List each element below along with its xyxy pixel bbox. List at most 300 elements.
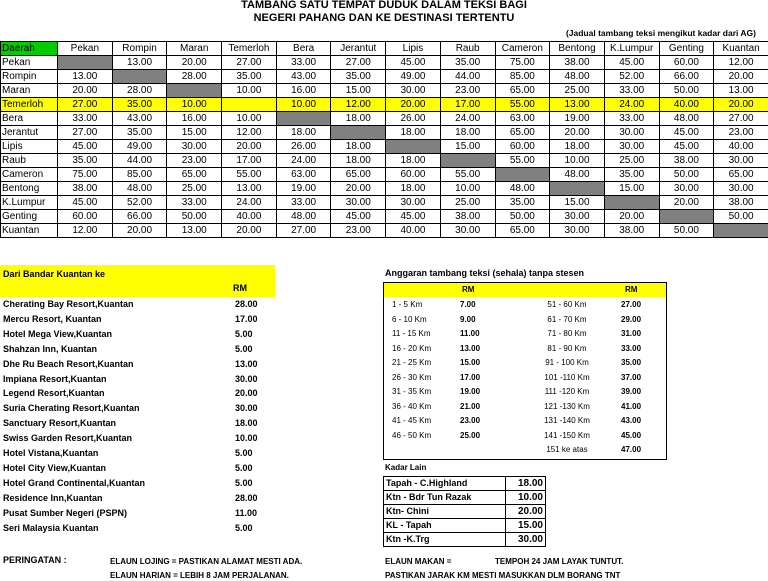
fare-cell: 19.00 (550, 112, 605, 126)
fare-cell: 10.00 (167, 98, 222, 112)
rm-label-right: RM (625, 285, 638, 294)
lojing-note: ELAUN LOJING = PASTIKAN ALAMAT MESTI ADA. (110, 557, 303, 566)
fare-cell: 25.00 (604, 154, 659, 168)
fare-cell: 30.00 (714, 182, 768, 196)
fare-cell: 55.00 (222, 168, 277, 182)
makan-note: ELAUN MAKAN = (385, 557, 452, 566)
distance-range: 141 -150 Km (544, 430, 590, 440)
fare-cell: 12.00 (58, 224, 113, 238)
fare-cell: 20.00 (386, 98, 441, 112)
destination-price: 13.00 (235, 358, 258, 369)
distance-range: 46 - 50 Km (392, 430, 432, 440)
column-header: K.Lumpur (604, 42, 659, 56)
destination-name: Swiss Garden Resort,Kuantan (3, 433, 133, 444)
fare-cell: 23.00 (714, 126, 768, 140)
column-header: Jerantut (331, 42, 386, 56)
fare-cell: 20.00 (222, 224, 277, 238)
table-row (1, 112, 768, 126)
fare-cell: 50.00 (167, 210, 222, 224)
fare-cell: 63.00 (495, 112, 550, 126)
fare-cell: 43.00 (276, 70, 331, 84)
distance-fare: 9.00 (460, 314, 476, 324)
fare-cell: 38.00 (714, 196, 768, 210)
destination-price: 10.00 (235, 433, 258, 444)
table-row (384, 519, 546, 533)
distance-range: 111 -120 Km (544, 387, 590, 396)
fare-cell: 13.00 (714, 84, 768, 98)
fare-cell: 20.00 (222, 140, 277, 154)
fare-cell: 18.00 (550, 140, 605, 154)
fare-cell: 65.00 (495, 126, 550, 140)
distance-fare: 13.00 (460, 343, 481, 353)
row-header: Temerloh (1, 98, 58, 112)
fare-cell: 48.00 (495, 182, 550, 196)
destination-name: Seri Malaysia Kuantan (3, 522, 99, 533)
fare-cell: 52.00 (604, 70, 659, 84)
table-row (1, 224, 768, 238)
list-item (3, 374, 273, 388)
destination-price: 5.00 (235, 328, 253, 339)
distance-fare: 37.00 (621, 372, 642, 382)
route-name: Ktn- Chini (384, 505, 506, 519)
fare-cell: 15.00 (167, 126, 222, 140)
fare-cell: 20.00 (659, 196, 714, 210)
diagonal-cell (659, 210, 714, 224)
fare-cell: 44.00 (112, 154, 167, 168)
fare-cell: 24.00 (222, 196, 277, 210)
list-item (3, 478, 273, 492)
title-line-1: TAMBANG SATU TEMPAT DUDUK DALAM TEKSI BAGI (241, 0, 527, 11)
fare-cell: 20.00 (550, 126, 605, 140)
fare-cell: 12.00 (222, 126, 277, 140)
fare-cell: 24.00 (604, 98, 659, 112)
kadar-lain-table (383, 476, 546, 547)
kuantan-title: Dari Bandar Kuantan ke (3, 269, 106, 279)
route-name: Tapah - C.Highland (384, 477, 506, 491)
fare-cell: 48.00 (550, 168, 605, 182)
fare-cell: 20.00 (604, 210, 659, 224)
fare-cell: 55.00 (495, 154, 550, 168)
table-row (384, 477, 546, 491)
destination-name: Mercu Resort, Kuantan (3, 313, 102, 324)
fare-cell: 15.00 (331, 84, 386, 98)
table-row (1, 126, 768, 140)
fare-cell: 27.00 (58, 98, 113, 112)
route-fare: 15.00 (505, 519, 545, 533)
destination-price: 17.00 (235, 313, 258, 324)
fare-cell: 30.00 (604, 126, 659, 140)
distance-range: 61 - 70 Km (547, 314, 587, 324)
distance-fare: 21.00 (460, 401, 481, 411)
fare-cell: 35.00 (495, 196, 550, 210)
distance-range: 71 - 80 Km (547, 329, 587, 338)
distance-title: Anggaran tambang teksi (sehala) tanpa stesen (385, 268, 585, 278)
table-row (384, 533, 546, 547)
fare-cell: 30.00 (167, 140, 222, 154)
fare-cell: 33.00 (276, 196, 331, 210)
fare-cell: 26.00 (386, 112, 441, 126)
destination-name: Hotel Vistana,Kuantan (3, 448, 99, 458)
fare-cell: 45.00 (659, 126, 714, 140)
destination-price: 5.00 (235, 462, 253, 473)
fare-cell: 35.00 (58, 154, 113, 168)
fare-cell: 25.00 (440, 196, 495, 210)
fare-cell: 65.00 (495, 224, 550, 238)
fare-cell: 55.00 (440, 168, 495, 182)
fare-cell: 65.00 (331, 168, 386, 182)
table-row (1, 154, 768, 168)
kuantan-rm-label: RM (233, 283, 247, 293)
rate-note: (Jadual tambang teksi mengikut kadar dari AG) (565, 28, 756, 38)
distance-fare: 33.00 (621, 343, 642, 353)
diagonal-cell (495, 168, 550, 182)
table-row (384, 505, 546, 519)
route-name: Ktn - Bdr Tun Razak (384, 491, 506, 505)
column-header: Raub (440, 42, 495, 56)
distance-fare: 11.00 (460, 329, 480, 338)
fare-cell: 26.00 (276, 140, 331, 154)
fare-cell: 10.00 (550, 154, 605, 168)
distance-range: 101 -110 Km (544, 372, 590, 382)
table-row (1, 84, 768, 98)
fare-cell: 38.00 (58, 182, 113, 196)
column-header: Kuantan (714, 42, 768, 56)
row-header: Lipis (1, 140, 58, 154)
fare-cell: 15.00 (604, 182, 659, 196)
destination-name: Impiana Resort,Kuantan (3, 373, 107, 384)
row-header: Genting (1, 210, 58, 224)
diagonal-cell (714, 224, 768, 238)
distance-fare: 25.00 (460, 430, 481, 440)
fare-cell: 44.00 (440, 70, 495, 84)
fare-cell: 35.00 (112, 98, 167, 112)
fare-cell: 52.00 (112, 196, 167, 210)
fare-cell: 40.00 (714, 140, 768, 154)
list-item (3, 344, 273, 358)
list-item (3, 448, 273, 462)
fare-cell: 17.00 (440, 98, 495, 112)
destination-price: 30.00 (235, 373, 258, 384)
fare-cell: 15.00 (440, 140, 495, 154)
list-item (3, 433, 273, 447)
row-header: Cameron (1, 168, 58, 182)
fare-cell: 13.00 (58, 70, 113, 84)
route-fare: 30.00 (505, 533, 545, 547)
column-header: Rompin (112, 42, 167, 56)
diagonal-cell (550, 182, 605, 196)
kadar-lain-title: Kadar Lain (385, 463, 427, 472)
fare-cell: 10.00 (440, 182, 495, 196)
fare-cell: 18.00 (331, 140, 386, 154)
fare-cell: 18.00 (386, 154, 441, 168)
destination-name: Cherating Bay Resort,Kuantan (3, 299, 134, 309)
distance-fare: 7.00 (460, 300, 476, 309)
row-header: K.Lumpur (1, 196, 58, 210)
fare-cell: 20.00 (714, 98, 768, 112)
fare-cell: 75.00 (58, 168, 113, 182)
fare-cell: 16.00 (276, 84, 331, 98)
fare-cell: 33.00 (276, 56, 331, 70)
fare-cell: 13.00 (167, 224, 222, 238)
diagonal-cell (167, 84, 222, 98)
fare-cell: 25.00 (167, 182, 222, 196)
fare-cell: 28.00 (167, 70, 222, 84)
fare-cell: 30.00 (550, 224, 605, 238)
fare-cell: 27.00 (714, 112, 768, 126)
fare-cell: 55.00 (495, 98, 550, 112)
fare-cell: 45.00 (331, 210, 386, 224)
distance-fare: 17.00 (460, 372, 481, 382)
distance-fare: 19.00 (460, 387, 481, 396)
fare-cell: 18.00 (331, 154, 386, 168)
fare-cell: 13.00 (222, 182, 277, 196)
fare-cell: 66.00 (112, 210, 167, 224)
fare-cell: 50.00 (495, 210, 550, 224)
row-header: Raub (1, 154, 58, 168)
list-item (3, 463, 273, 477)
column-header: Bera (276, 42, 331, 56)
fare-cell: 35.00 (331, 70, 386, 84)
destination-name: Hotel Grand Continental,Kuantan (3, 477, 146, 488)
distance-range: 16 - 20 Km (392, 343, 432, 353)
destination-price: 18.00 (235, 418, 258, 429)
fare-cell: 40.00 (659, 98, 714, 112)
row-header: Kuantan (1, 224, 58, 238)
distance-fare: 23.00 (460, 416, 481, 425)
column-header: Cameron (495, 42, 550, 56)
fare-cell: 65.00 (167, 168, 222, 182)
distance-range: 121 -130 Km (544, 401, 590, 411)
fare-cell: 23.00 (167, 154, 222, 168)
fare-cell: 30.00 (659, 182, 714, 196)
fare-cell: 13.00 (550, 98, 605, 112)
fare-cell: 30.00 (714, 154, 768, 168)
row-header: Bera (1, 112, 58, 126)
column-header: Lipis (386, 42, 441, 56)
fare-cell: 43.00 (112, 112, 167, 126)
fare-cell: 35.00 (440, 56, 495, 70)
fare-cell: 30.00 (440, 224, 495, 238)
route-fare: 18.00 (505, 477, 545, 491)
harian-note: ELAUN HARIAN = LEBIH 8 JAM PERJALANAN. (110, 571, 289, 580)
fare-cell: 10.00 (222, 84, 277, 98)
row-header: Maran (1, 84, 58, 98)
fare-cell: 13.00 (112, 56, 167, 70)
fare-cell: 45.00 (386, 210, 441, 224)
fare-cell: 48.00 (276, 210, 331, 224)
fare-cell: 17.00 (222, 154, 277, 168)
table-row (1, 140, 768, 154)
row-header: Pekan (1, 56, 58, 70)
fare-cell: 12.00 (331, 98, 386, 112)
distance-range: 6 - 10 Km (392, 314, 427, 324)
fare-cell: 45.00 (659, 140, 714, 154)
fare-cell: 20.00 (112, 224, 167, 238)
distance-range: 26 - 30 Km (392, 372, 432, 382)
list-item (3, 418, 273, 432)
destination-price: 30.00 (235, 403, 258, 414)
distance-fare: 45.00 (621, 430, 642, 440)
column-header: Genting (659, 42, 714, 56)
fare-cell: 40.00 (222, 210, 277, 224)
fare-cell: 33.00 (604, 112, 659, 126)
fare-cell: 23.00 (331, 224, 386, 238)
fare-cell: 33.00 (58, 112, 113, 126)
distance-range: 36 - 40 Km (392, 401, 432, 411)
fare-cell: 10.00 (276, 98, 331, 112)
distance-fare: 15.00 (460, 358, 481, 367)
fare-cell: 20.00 (714, 70, 768, 84)
destination-price: 28.00 (235, 299, 258, 309)
diagonal-cell (222, 98, 277, 112)
fare-cell: 50.00 (659, 168, 714, 182)
destination-name: Pusat Sumber Negeri (PSPN) (3, 507, 128, 518)
fare-cell: 40.00 (386, 224, 441, 238)
column-header: Bentong (550, 42, 605, 56)
table-row (1, 56, 768, 70)
fare-cell: 18.00 (386, 182, 441, 196)
fare-cell: 60.00 (58, 210, 113, 224)
destination-price: 5.00 (235, 448, 253, 458)
destination-name: Hotel City View,Kuantan (3, 462, 107, 473)
fare-cell: 49.00 (386, 70, 441, 84)
list-item (3, 523, 273, 537)
fare-cell: 45.00 (386, 56, 441, 70)
fare-cell: 10.00 (222, 112, 277, 126)
fare-cell: 48.00 (659, 112, 714, 126)
title-line-2: NEGERI PAHANG DAN KE DESTINASI TERTENTU (253, 12, 515, 24)
distance-range: 41 - 45 Km (392, 416, 432, 425)
fare-cell: 19.00 (276, 182, 331, 196)
fare-cell: 38.00 (604, 224, 659, 238)
fare-cell: 49.00 (112, 140, 167, 154)
distance-fare: 41.00 (621, 401, 642, 411)
fare-cell: 18.00 (440, 126, 495, 140)
table-row (1, 196, 768, 210)
fare-cell: 27.00 (58, 126, 113, 140)
distance-fare: 31.00 (621, 329, 642, 338)
fare-cell: 20.00 (58, 84, 113, 98)
list-item (3, 508, 273, 522)
destination-price: 20.00 (235, 388, 258, 399)
fare-cell: 85.00 (495, 70, 550, 84)
distance-range: 1 - 5 Km (392, 300, 423, 309)
warning-label: PERINGATAN : (3, 555, 67, 565)
fare-cell: 30.00 (386, 84, 441, 98)
fare-cell: 60.00 (659, 56, 714, 70)
fare-cell: 30.00 (604, 140, 659, 154)
fare-cell: 16.00 (167, 112, 222, 126)
fare-cell: 60.00 (495, 140, 550, 154)
row-header: Jerantut (1, 126, 58, 140)
fare-cell: 18.00 (386, 126, 441, 140)
fare-cell: 12.00 (714, 56, 768, 70)
fare-cell: 18.00 (331, 112, 386, 126)
list-item (3, 314, 273, 328)
diagonal-cell (386, 140, 441, 154)
fare-cell: 24.00 (276, 154, 331, 168)
distance-fare: 35.00 (621, 358, 642, 367)
distance-range: 31 - 35 Km (392, 387, 432, 396)
route-name: KL - Tapah (384, 519, 506, 533)
distance-fare: 29.00 (621, 314, 642, 324)
destination-name: Residence Inn,Kuantan (3, 492, 103, 503)
list-item (3, 359, 273, 373)
destination-price: 11.00 (235, 507, 258, 518)
fare-cell: 15.00 (550, 196, 605, 210)
fare-cell: 66.00 (659, 70, 714, 84)
row-header: Rompin (1, 70, 58, 84)
rm-label-left: RM (462, 285, 475, 294)
fare-cell: 85.00 (112, 168, 167, 182)
distance-fare: 43.00 (621, 416, 642, 425)
kuantan-header (0, 265, 275, 297)
column-header: Pekan (58, 42, 113, 56)
diagonal-cell (331, 126, 386, 140)
diagonal-cell (440, 154, 495, 168)
fare-cell: 20.00 (167, 56, 222, 70)
route-fare: 10.00 (505, 491, 545, 505)
table-row (1, 182, 768, 196)
distance-range: 51 - 60 Km (547, 300, 587, 309)
fare-cell: 48.00 (550, 70, 605, 84)
tempoh-note: TEMPOH 24 JAM LAYAK TUNTUT. (495, 557, 624, 566)
diagonal-cell (604, 196, 659, 210)
fare-cell: 35.00 (112, 126, 167, 140)
fare-cell: 45.00 (58, 196, 113, 210)
table-row (1, 210, 768, 224)
fare-cell: 63.00 (276, 168, 331, 182)
fare-cell: 38.00 (440, 210, 495, 224)
fare-cell: 27.00 (331, 56, 386, 70)
fare-cell: 50.00 (659, 84, 714, 98)
destination-price: 5.00 (235, 343, 253, 354)
fare-cell: 65.00 (495, 84, 550, 98)
destination-name: Dhe Ru Beach Resort,Kuantan (3, 358, 134, 369)
destination-name: Shahzan Inn, Kuantan (3, 343, 98, 354)
destination-name: Hotel Mega View,Kuantan (3, 328, 113, 339)
fare-cell: 38.00 (550, 56, 605, 70)
route-name: Ktn -K.Trg (384, 533, 506, 547)
column-header: Maran (167, 42, 222, 56)
fare-cell: 30.00 (386, 196, 441, 210)
diagonal-cell (276, 112, 331, 126)
distance-fare: 27.00 (621, 300, 642, 309)
fare-cell: 60.00 (386, 168, 441, 182)
fare-cell: 23.00 (440, 84, 495, 98)
list-item (3, 493, 273, 507)
diagonal-cell (112, 70, 167, 84)
destination-name: Legend Resort,Kuantan (3, 388, 105, 399)
fare-cell: 75.00 (495, 56, 550, 70)
list-item (3, 329, 273, 343)
fare-cell: 27.00 (276, 224, 331, 238)
distance-range: 151 ke atas (546, 445, 588, 454)
distance-fare: 39.00 (621, 387, 642, 396)
distance-fare: 47.00 (621, 445, 642, 454)
list-item (3, 299, 273, 313)
destination-name: Sanctuary Resort,Kuantan (3, 418, 117, 429)
destination-name: Suria Cherating Resort,Kuantan (3, 403, 140, 414)
table-row (384, 491, 546, 505)
fare-cell: 33.00 (604, 84, 659, 98)
matrix-header-row (1, 42, 768, 56)
corner-cell: Daerah (1, 42, 58, 56)
distance-fare-table (383, 282, 667, 460)
route-fare: 20.00 (505, 505, 545, 519)
jarak-note: PASTIKAN JARAK KM MESTI MASUKKAN DLM BORANG TNT (385, 571, 621, 580)
row-header: Bentong (1, 182, 58, 196)
